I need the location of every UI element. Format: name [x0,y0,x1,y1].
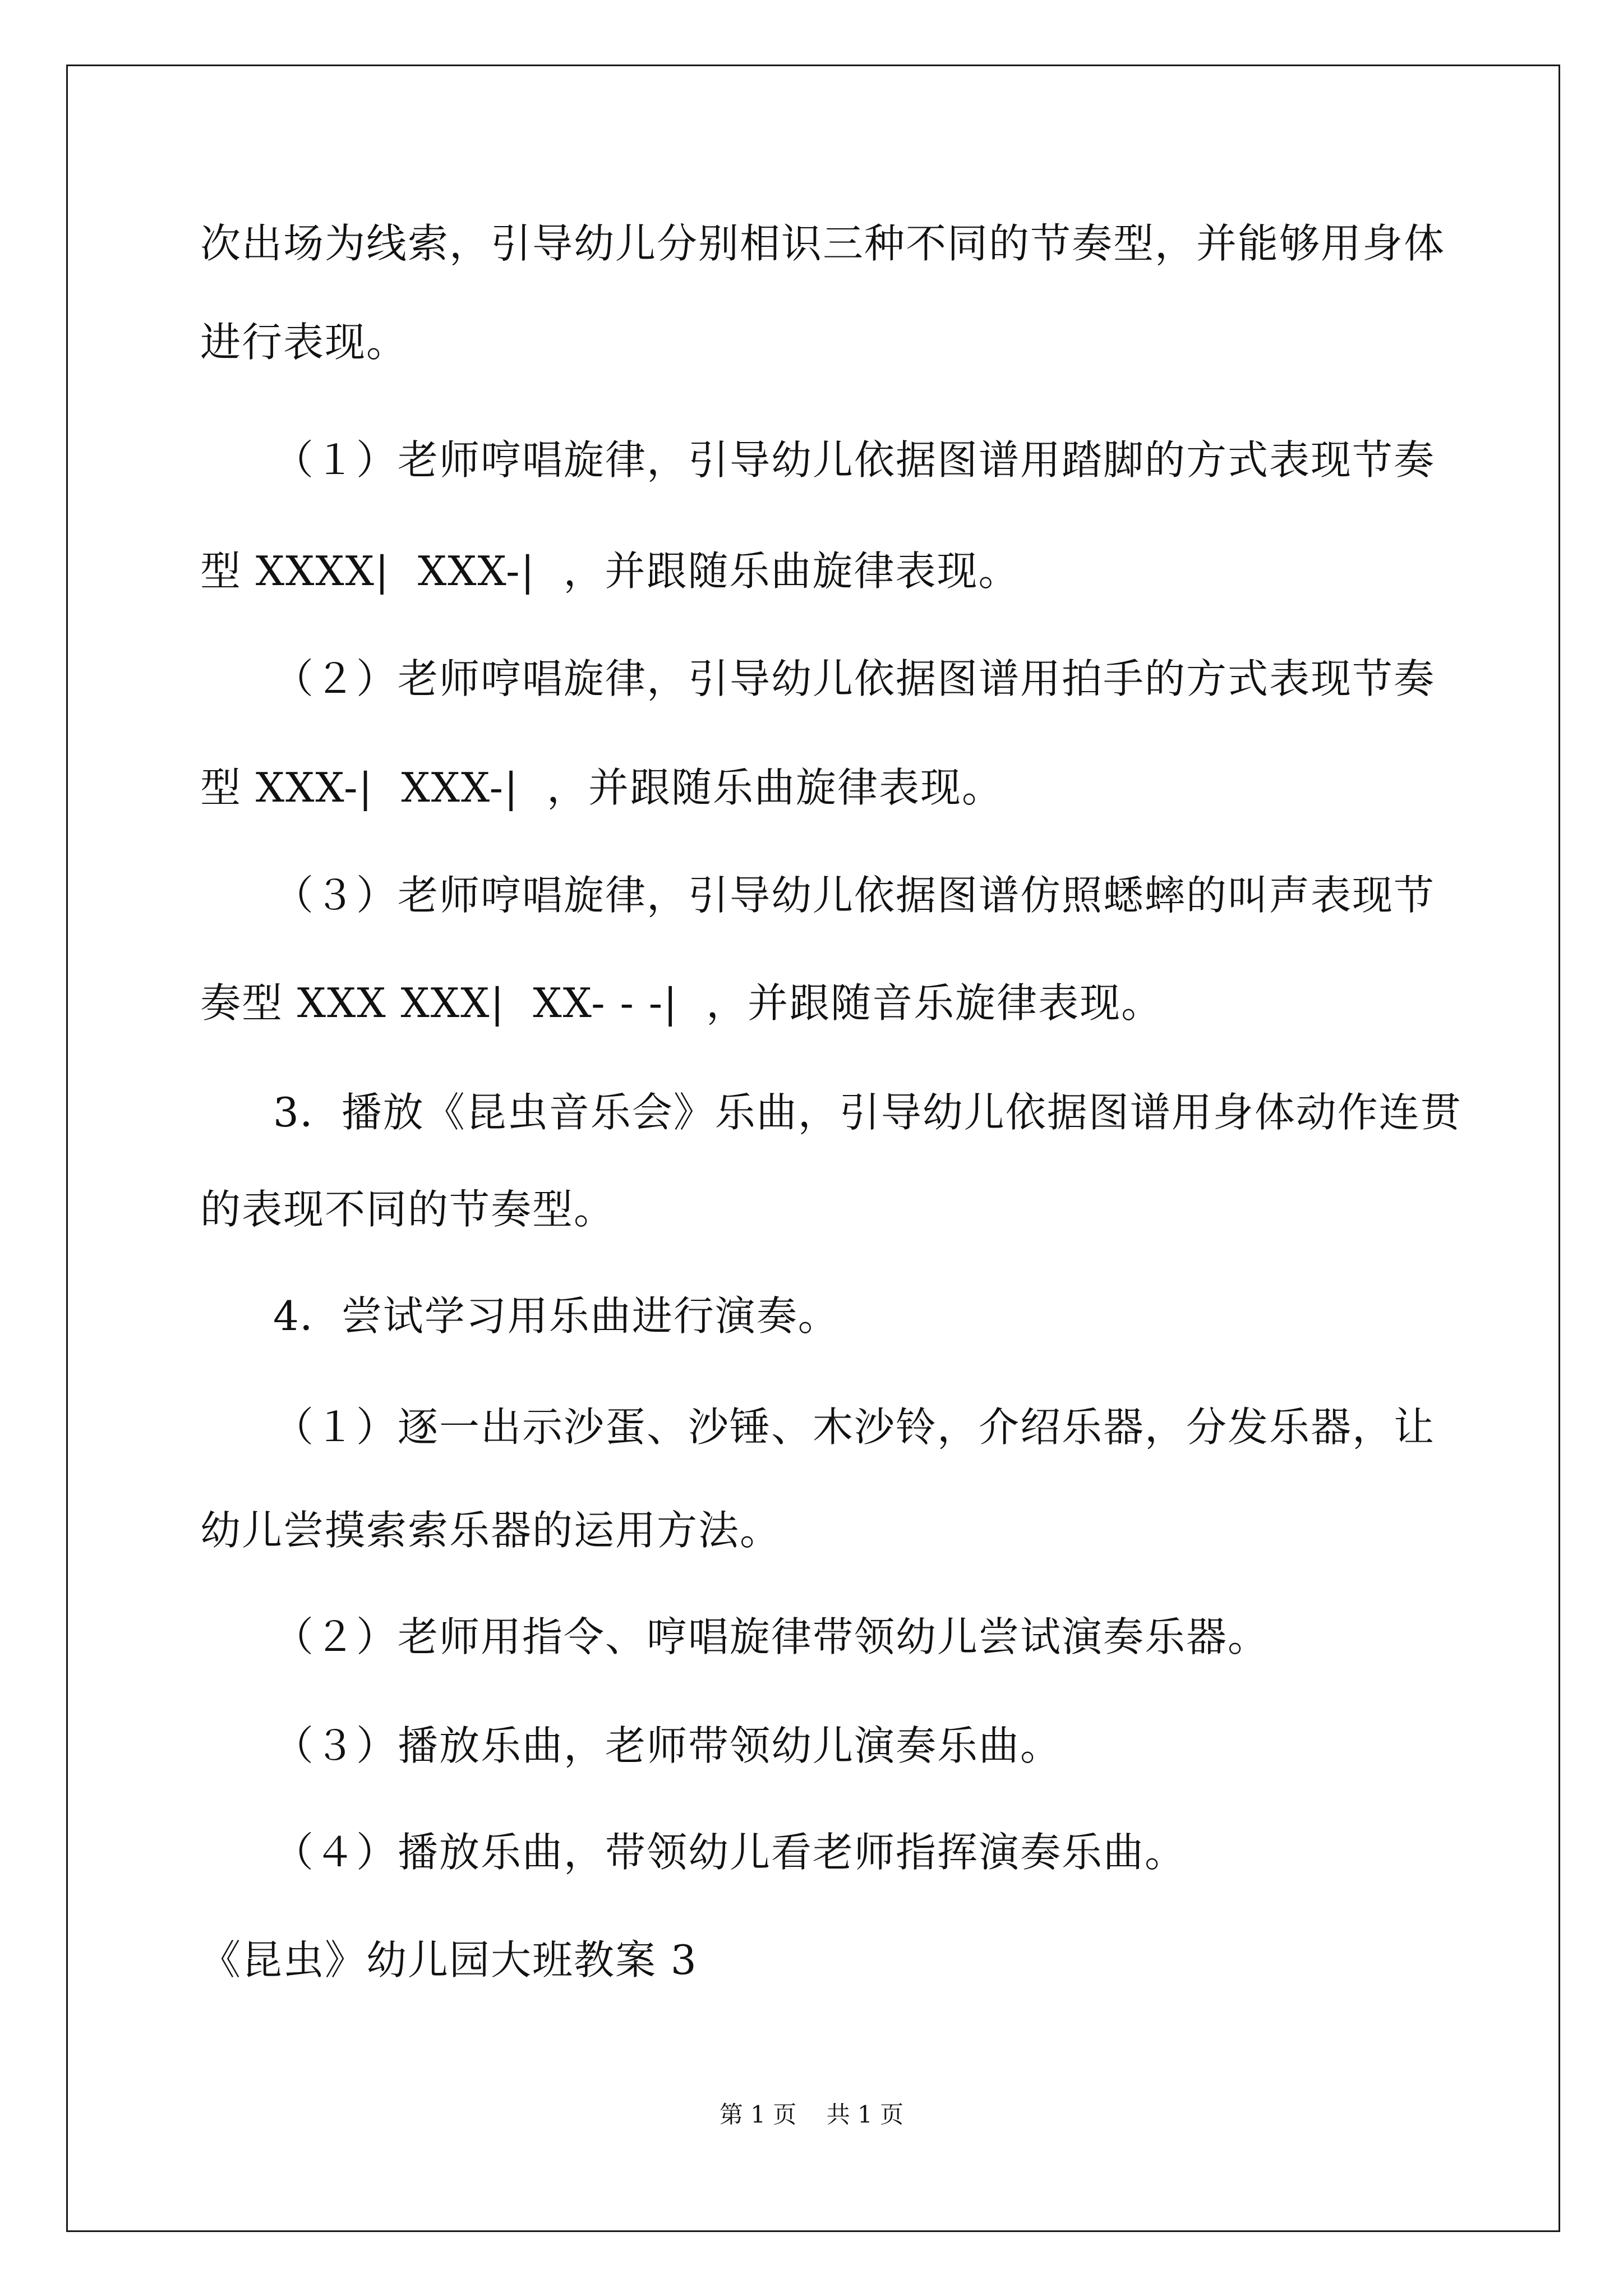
paragraph-line: 幼儿尝摸索索乐器的运用方法。 [200,1507,782,1554]
paragraph-line: 的表现不同的节奏型。 [200,1186,616,1233]
section-heading: 《昆虫》幼儿园大班教案 3 [200,1936,698,1984]
paragraph-line: 3．播放《昆虫音乐会》乐曲，引导幼儿依据图谱用身体动作连贯 [273,1089,1462,1136]
paragraph-line: 型 XXX-| XXX-| ，并跟随乐曲旋律表现。 [200,764,1004,811]
page-border [66,65,1560,2232]
paragraph-line: 次出场为线索，引导幼儿分别相识三种不同的节奏型，并能够用身体 [200,220,1446,267]
paragraph-line: （２）老师用指令、哼唱旋律带领幼儿尝试演奏乐器。 [273,1613,1270,1660]
paragraph-line: 奏型 XXX XXX| XX- - -| ，并跟随音乐旋律表现。 [200,979,1163,1027]
page-number-footer: 第 1 页 共 1 页 [719,2101,904,2128]
paragraph-line: 4．尝试学习用乐曲进行演奏。 [273,1292,840,1340]
paragraph-line: （１）老师哼唱旋律，引导幼儿依据图谱用踏脚的方式表现节奏 [273,436,1436,484]
paragraph-line: （２）老师哼唱旋律，引导幼儿依据图谱用拍手的方式表现节奏 [273,655,1436,702]
paragraph-line: 进行表现。 [200,319,408,366]
paragraph-line: （１）逐一出示沙蛋、沙锤、木沙铃，介绍乐器，分发乐器，让 [273,1404,1436,1451]
paragraph-line: （３）播放乐曲，老师带领幼儿演奏乐曲。 [273,1722,1062,1769]
paragraph-line: 型 XXXX| XXX-| ，并跟随乐曲旋律表现。 [200,547,1020,595]
paragraph-line: （４）播放乐曲，带领幼儿看老师指挥演奏乐曲。 [273,1829,1187,1876]
paragraph-line: （３）老师哼唱旋律，引导幼儿依据图谱仿照蟋蟀的叫声表现节 [273,872,1436,919]
